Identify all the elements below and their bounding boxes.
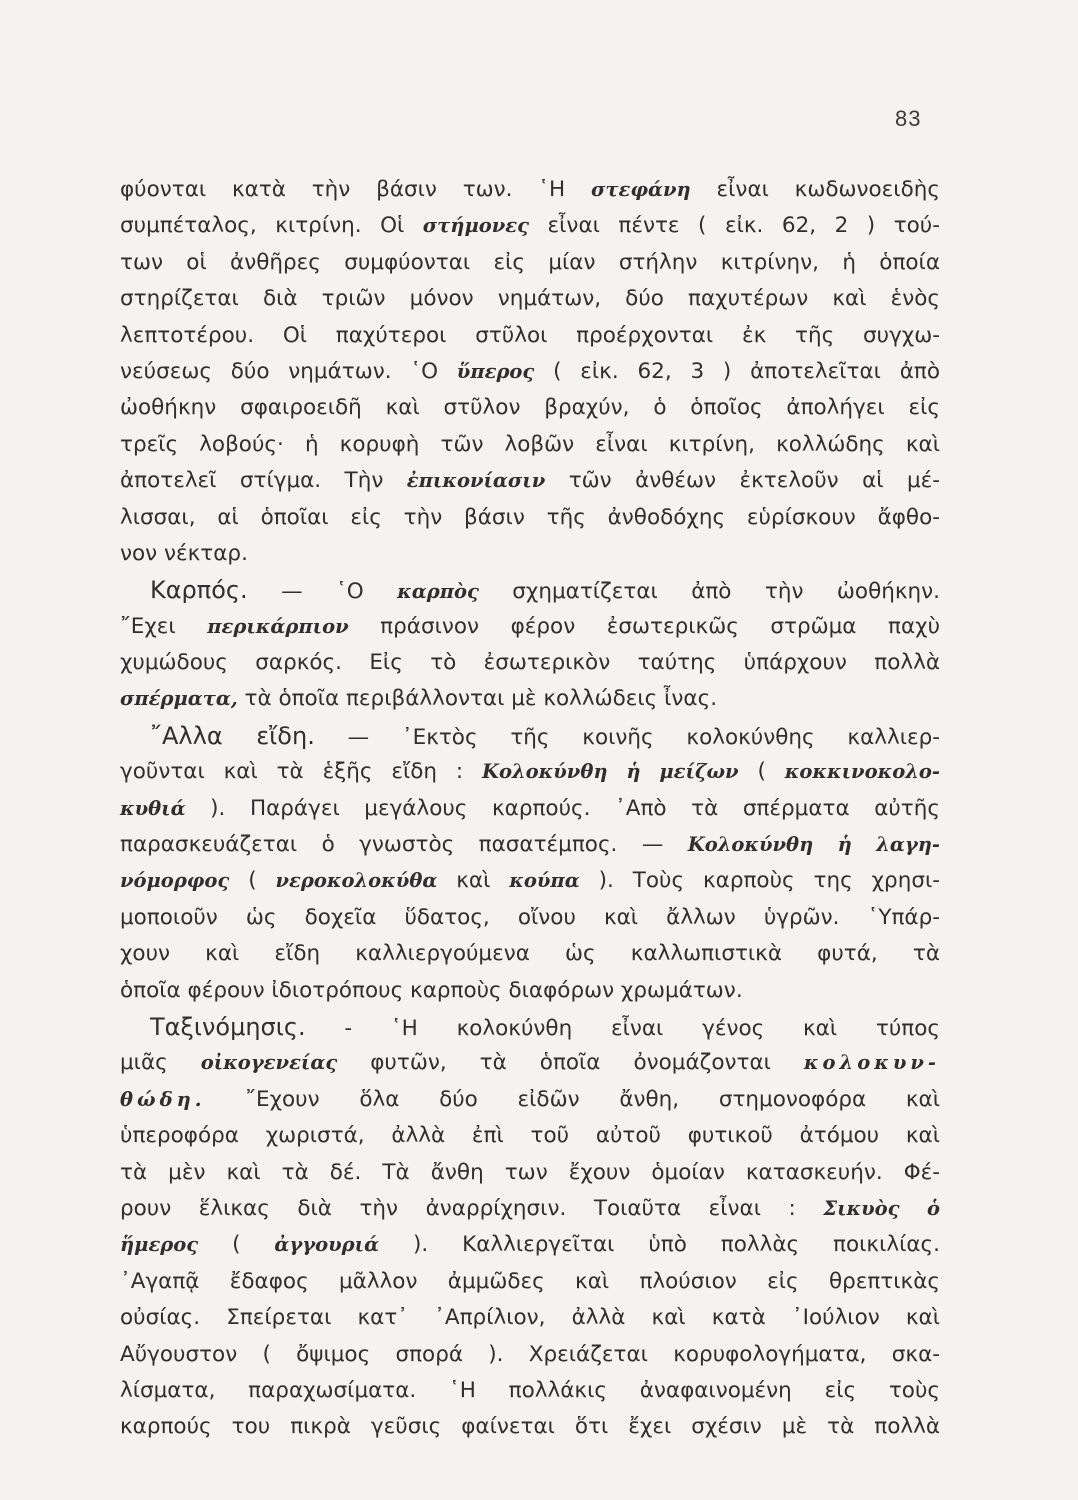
emphasized-term: σπέρματα, — [120, 687, 238, 711]
text-line — [120, 645, 940, 681]
text-run: ὁποῖα φέρουν ἰδιοτρόπους καρποὺς διαφόρων χρωμάτων. — [120, 977, 743, 1003]
text-run: μοποιοῦν ὡς δοχεῖα ὕδατος, οἴνου καὶ ἄλλων ὑγρῶν. ῾Υπάρ- — [120, 904, 940, 930]
emphasized-term: κούπα — [509, 869, 580, 893]
text-run: ( — [198, 1232, 275, 1258]
emphasized-term: κοκκινοκολο- — [784, 760, 940, 784]
text-run: ( εἰκ. 62, 3 ) ἀποτελεῖται ἀπὸ — [534, 358, 940, 384]
text-run: νεύσεως δύο νημάτων. ῾Ο — [120, 358, 457, 384]
text-line — [120, 1227, 940, 1263]
text-run: ῎Εχουν ὅλα δύο εἰδῶν ἄνθη, στημονοφόρα καὶ — [205, 1086, 940, 1112]
text-run: ( — [229, 868, 276, 894]
text-line — [120, 172, 940, 208]
text-run: ). Παράγει μεγάλους καρπούς. ᾿Απὸ τὰ σπέρματα αὐτῆς — [185, 795, 940, 821]
text-line — [120, 1082, 940, 1118]
text-run: στηρίζεται διὰ τριῶν μόνον νημάτων, δύο παχυτέρων καὶ ἑνὸς — [120, 286, 940, 312]
text-line — [120, 1191, 940, 1227]
text-line — [120, 318, 940, 354]
text-line — [120, 1009, 940, 1045]
text-run: Αὔγουστον ( ὄψιμος σπορά ). Χρειάζεται κορυφολογήματα, σκα- — [120, 1341, 940, 1367]
text-line — [120, 536, 940, 572]
text-run: σχηματίζεται ἀπὸ τὴν ὠοθήκην. — [478, 579, 940, 605]
text-line — [120, 936, 940, 972]
text-line — [120, 245, 940, 281]
text-run: γοῦνται καὶ τὰ ἑξῆς εἴδη : — [120, 759, 483, 785]
text-line — [120, 281, 940, 317]
section-heading: Καρπός. — [150, 576, 248, 605]
text-run: λεπτοτέρου. Οἱ παχύτεροι στῦλοι προέρχονται ἐκ τῆς συγχω- — [120, 322, 940, 348]
text-line — [120, 1118, 940, 1154]
emphasized-term: νόμορφος — [120, 869, 230, 893]
text-line — [120, 354, 940, 390]
text-run: — ᾿Εκτὸς τῆς κοινῆς κολοκύνθης καλλιερ- — [314, 724, 941, 750]
text-line — [120, 718, 940, 754]
text-run: ὠοθήκην σφαιροειδῆ καὶ στῦλον βραχύν, ὁ ὁποῖος ἀπολήγει εἰς — [120, 395, 940, 421]
text-line — [120, 390, 940, 426]
text-run: εἶναι κωδωνοειδὴς — [690, 177, 940, 202]
text-line — [120, 500, 940, 536]
text-line — [120, 791, 940, 827]
text-run: λίσματα, παραχωσίματα. ῾Η πολλάκις ἀναφαινομένη εἰς τοὺς — [120, 1377, 940, 1403]
text-run: πράσινον φέρον ἐσωτερικῶς στρῶμα παχὺ — [348, 613, 941, 639]
emphasized-term: κυθιά — [120, 796, 186, 820]
emphasized-term: στήμονες — [422, 214, 530, 238]
text-line — [120, 754, 940, 790]
text-line — [120, 1409, 940, 1445]
page-number: 83 — [895, 106, 922, 131]
text-run: τὰ μὲν καὶ τὰ δέ. Τὰ ἄνθη των ἔχουν ὁμοίαν κατασκευήν. Φέ- — [120, 1159, 940, 1185]
text-run: νον νέκταρ. — [120, 540, 248, 566]
text-line — [120, 1264, 940, 1300]
text-run: φύονται κατὰ τὴν βάσιν των. ῾Η — [120, 177, 592, 202]
text-line — [120, 1300, 940, 1336]
emphasized-term: ὕπερος — [456, 359, 535, 383]
text-run: ἀποτελεῖ στίγμα. Τὴν — [120, 468, 407, 494]
emphasized-term: περικάρπιον — [207, 614, 349, 638]
emphasized-term: στεφάνη — [591, 178, 691, 201]
emphasized-term: οἰκογενείας — [200, 1051, 338, 1075]
emphasized-term: ἀγγουριά — [274, 1233, 380, 1257]
text-line — [120, 863, 940, 899]
text-run: ( — [738, 759, 785, 785]
text-run: λισσαι, αἱ ὁποῖαι εἰς τὴν βάσιν τῆς ἀνθοδόχης εὑρίσκουν ἄφθο- — [120, 504, 940, 530]
text-run: - ῾Η κολοκύνθη εἶναι γένος καὶ τύπος — [305, 1015, 940, 1041]
text-run: καρπούς του πικρὰ γεῦσις φαίνεται ὅτι ἔχει σχέσιν μὲ τὰ πολλὰ — [120, 1414, 940, 1440]
text-run: ). Καλλιεργεῖται ὑπὸ πολλὰς ποικιλίας. — [379, 1232, 940, 1258]
text-line — [120, 827, 940, 863]
emphasized-term: Κολοκύνθη ἡ λαγη- — [687, 833, 940, 857]
text-run: συμπέταλος, κιτρίνη. Οἱ — [120, 213, 423, 239]
text-line — [120, 900, 940, 936]
text-run: εἶναι πέντε ( εἰκ. 62, 2 ) τού- — [529, 213, 940, 239]
emphasized-term: Σικυὸς ὁ — [823, 1196, 941, 1220]
text-run: καὶ — [437, 868, 510, 894]
emphasized-term: Κολοκύνθη ἡ μείζων — [482, 760, 739, 784]
text-line — [120, 1155, 940, 1191]
text-run: ). Τοὺς καρποὺς της χρησι- — [579, 868, 940, 894]
emphasized-term: θώδη. — [120, 1087, 206, 1111]
text-run: ᾿Αγαπᾷ ἔδαφος μᾶλλον ἀμμῶδες καὶ πλούσιον εἰς θρεπτικὰς — [120, 1268, 940, 1294]
text-line — [120, 1373, 940, 1409]
text-run: ρουν ἕλικας διὰ τὴν ἀναρρίχησιν. Τοιαῦτα εἶναι : — [120, 1195, 824, 1221]
text-run: παρασκευάζεται ὁ γνωστὸς πασατέμπος. — — [120, 832, 688, 858]
text-line — [120, 1337, 940, 1373]
section-heading: Ταξινόμησις. — [150, 1012, 306, 1041]
emphasized-term: ἥμερος — [120, 1233, 199, 1257]
emphasized-term: κολοκυν- — [803, 1051, 940, 1075]
body-text — [120, 172, 940, 1446]
text-run: ῎Εχει — [120, 613, 208, 639]
text-run: οὐσίας. Σπείρεται κατ᾿ ᾿Απρίλιον, ἀλλὰ καὶ κατὰ ᾿Ιούλιον καὶ — [120, 1305, 940, 1331]
text-run: χυμώδους σαρκός. Εἰς τὸ ἐσωτερικὸν ταύτης ὑπάρχουν πολλὰ — [120, 650, 940, 676]
text-run: φυτῶν, τὰ ὁποῖα ὀνομάζονται — [337, 1050, 804, 1076]
text-line — [120, 1045, 940, 1081]
text-line — [120, 572, 940, 608]
text-run: μιᾶς — [120, 1050, 201, 1076]
text-run: — ῾Ο — [247, 579, 398, 605]
text-run: τρεῖς λοβούς· ἡ κορυφὴ τῶν λοβῶν εἶναι κιτρίνη, κολλώδης καὶ — [120, 431, 940, 457]
text-run: χουν καὶ εἴδη καλλιεργούμενα ὡς καλλωπιστικὰ φυτά, τὰ — [120, 941, 940, 967]
text-run: ὑπεροφόρα χωριστά, ἀλλὰ ἐπὶ τοῦ αὐτοῦ φυτικοῦ ἀτόμου καὶ — [120, 1123, 940, 1149]
emphasized-term: καρπὸς — [397, 580, 479, 604]
text-line — [120, 463, 940, 499]
text-run: των οἱ ἀνθῆρες συμφύονται εἰς μίαν στήλην κιτρίνην, ἡ ὁποία — [120, 249, 940, 275]
section-heading: ῎Αλλα εἴδη. — [150, 721, 315, 750]
emphasized-term: νεροκολοκύθα — [275, 869, 438, 893]
text-run: τὰ ὁποῖα περιβάλλονται μὲ κολλώδεις ἶνας. — [237, 686, 718, 712]
emphasized-term: ἐπικονίασιν — [406, 469, 546, 493]
text-line — [120, 208, 940, 244]
text-line — [120, 609, 940, 645]
text-line — [120, 973, 940, 1009]
text-line — [120, 681, 940, 717]
text-line — [120, 427, 940, 463]
text-run: τῶν ἀνθέων ἐκτελοῦν αἱ μέ- — [545, 468, 941, 494]
